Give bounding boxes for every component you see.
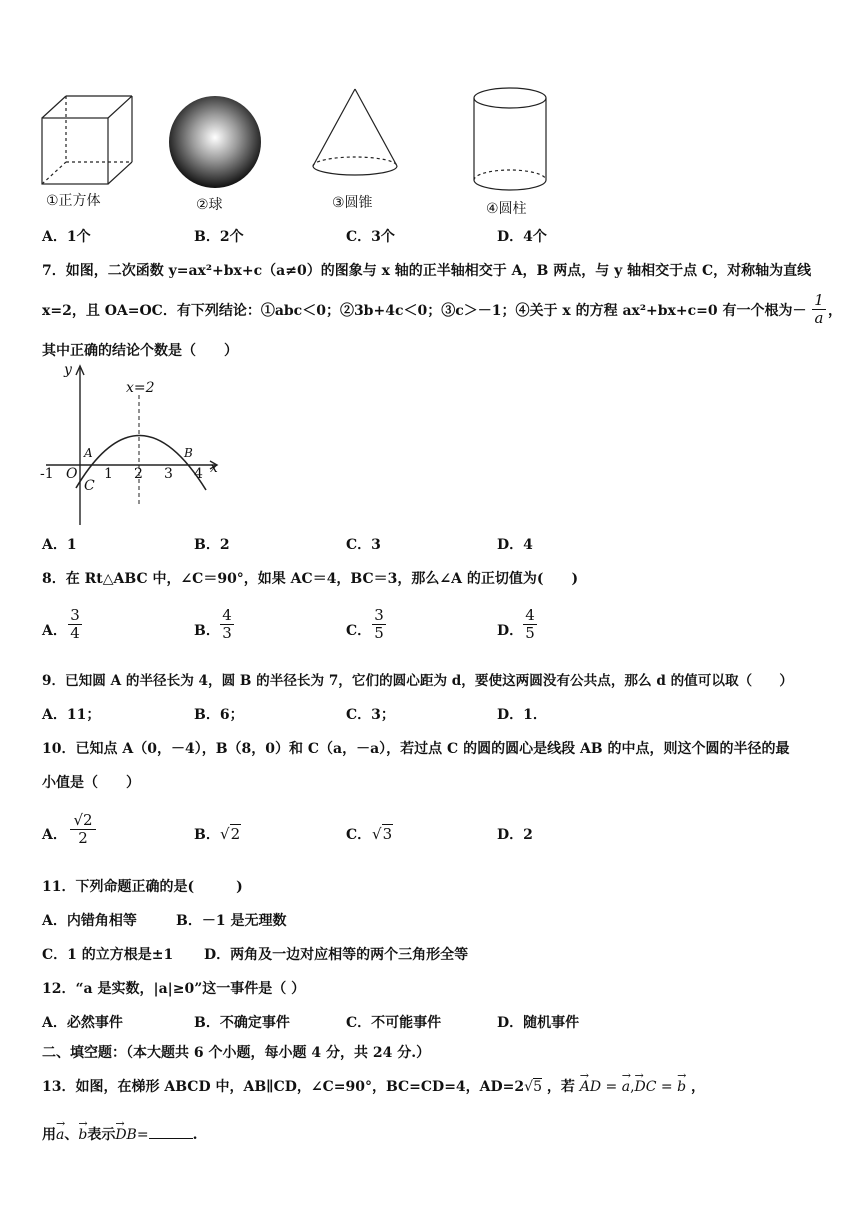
q7-option-b: B．2: [194, 537, 230, 553]
q8-option-a-label: A．: [42, 623, 67, 639]
q8-c-num: 3: [374, 606, 384, 624]
q7-tick-4: 4: [194, 466, 203, 482]
q10-c-radicand: 3: [382, 825, 393, 843]
q13-line2-vec-b: → b: [78, 1127, 87, 1143]
q9-option-a: A．11；: [42, 707, 101, 723]
q7-fraction: [812, 292, 826, 327]
sphere-figure: [166, 93, 264, 191]
q8-option-b-label: B．: [194, 623, 220, 639]
q13-line2-vec-db: → DB: [115, 1127, 137, 1143]
q13-vector-ad: → AD: [580, 1079, 601, 1095]
q10-a-num: √2: [73, 811, 93, 829]
q13-vector-a: → a: [622, 1079, 630, 1095]
q8-option-c-label: C．: [346, 623, 372, 639]
q7-x-label: x: [210, 460, 218, 476]
cube-caption: ①正方体: [46, 193, 101, 209]
q13-vector-dc: → DC: [635, 1079, 657, 1095]
q13-line2-sep: 、: [64, 1127, 79, 1143]
q13-line1-start: 13．如图，在梯形 ABCD 中，AB∥CD，∠C=90°，BC=CD=4，AD=2: [42, 1079, 525, 1095]
q7-point-a: A: [84, 446, 93, 460]
sphere-caption: ②球: [196, 197, 223, 213]
q10-line1: 10．已知点 A（0，－4），B（8，0）和 C（a，－a），若过点 C 的圆的圆心是线段 AB 的中点，则这个圆的半径的最: [42, 741, 790, 757]
q11-option-a: A．内错角相等: [42, 913, 137, 929]
q8-option-c-frac: [372, 607, 386, 642]
q7-point-c: C: [84, 478, 95, 494]
q10-a-den: 2: [78, 829, 88, 847]
q13-vector-b: → b: [677, 1079, 686, 1095]
q11-stem: 11．下列命题正确的是( ): [42, 879, 243, 895]
q8-stem: 8．在 Rt△ABC 中，∠C＝90°，如果 AC＝4，BC＝3，那么∠A 的正切值为( ): [42, 571, 579, 587]
q7-point-b: B: [184, 446, 193, 460]
q7-tick-1: 1: [104, 466, 113, 482]
q12-option-a: A．必然事件: [42, 1015, 123, 1031]
q6-option-a: A．1个: [42, 229, 91, 245]
q11-option-c: C．1 的立方根是±1: [42, 947, 174, 963]
q7-option-a: A．1: [42, 537, 77, 553]
q9-stem: 9．已知圆 A 的半径长为 4，圆 B 的半径长为 7，它们的圆心距为 d，要使这两圆没有公共点，那么 d 的值可以取（ ）: [42, 673, 793, 689]
q10-line2: 小值是（ ）: [42, 775, 140, 791]
q13-radicand: 5: [533, 1079, 542, 1095]
q13-line2-start: 用: [42, 1127, 56, 1143]
cylinder-figure: [470, 86, 550, 196]
q13-sqrt: √5: [524, 1079, 542, 1095]
q7-origin: O: [66, 466, 78, 482]
q7-tick-3: 3: [164, 466, 173, 482]
section-fill-in-title: 二、填空题：（本大题共 6 个小题，每小题 4 分，共 24 分.）: [42, 1045, 431, 1061]
q10-option-c-label: C．: [346, 827, 372, 843]
cone-figure: [308, 86, 402, 186]
q13-line2: [42, 1124, 197, 1144]
q10-option-b-label: B．: [194, 827, 220, 843]
q10-option-d: D．2: [497, 827, 533, 843]
q8-option-d-frac: [523, 607, 537, 642]
q13-line2-mid: 表示: [87, 1127, 116, 1143]
q7-line2: x=2，且 OA=OC．有下列结论：①abc＜0；②3b+4c＜0；③c＞－1；④关于 x 的方程 ax²+bx+c=0 有一个根为－: [42, 303, 807, 319]
q7-y-label: y: [64, 362, 72, 378]
q10-option-a-label: A．: [42, 827, 67, 843]
q8-d-num: 4: [525, 606, 535, 624]
q12-option-b: B．不确定事件: [194, 1015, 290, 1031]
q8-d-den: 5: [525, 624, 535, 642]
q7-line2-end: ，: [828, 303, 842, 319]
q8-a-num: 3: [70, 606, 80, 624]
q8-option-b-frac: [220, 607, 234, 642]
q12-option-d: D．随机事件: [497, 1015, 580, 1031]
q10-b-radicand: 2: [230, 825, 241, 843]
q10-a-radicand: 2: [83, 811, 93, 829]
q7-tick-neg1: -1: [40, 466, 54, 482]
q9-option-b: B．6；: [194, 707, 244, 723]
q13-comma: ,: [630, 1079, 635, 1095]
q11-option-b: B．－1 是无理数: [176, 913, 287, 929]
q6-option-b: B．2个: [194, 229, 244, 245]
q13-line2-eq: =: [136, 1127, 149, 1143]
q13-eq1: =: [601, 1079, 622, 1095]
q10-option-a-frac: [70, 812, 96, 847]
q12-option-c: C．不可能事件: [346, 1015, 442, 1031]
q6-option-c: C．3个: [346, 229, 395, 245]
q10-option-b-sqrt: √2: [220, 825, 241, 843]
q11-option-d: D．两角及一边对应相等的两个三角形全等: [204, 947, 469, 963]
q13-line1-end: ，: [690, 1079, 705, 1095]
q9-option-c: C．3；: [346, 707, 395, 723]
cone-caption: ③圆锥: [332, 195, 373, 211]
q12-stem: 12．“a 是实数，|a|≥0”这一事件是（ ）: [42, 981, 306, 997]
q8-c-den: 5: [374, 624, 384, 642]
q13-ruo: ，若: [546, 1079, 575, 1095]
q13-answer-blank[interactable]: [149, 1124, 193, 1139]
q7-symmetry-label: x=2: [126, 380, 155, 396]
cube-figure: [38, 92, 138, 192]
q10-option-c-sqrt: √3: [372, 825, 393, 843]
q7-option-c: C．3: [346, 537, 381, 553]
q7-tick-2: 2: [134, 466, 143, 482]
q8-a-den: 4: [70, 624, 80, 642]
q7-line3: 其中正确的结论个数是（ ）: [42, 343, 238, 359]
q8-option-d-label: D．: [497, 623, 524, 639]
q7-frac-den: a: [814, 309, 824, 327]
q9-option-d: D．1．: [497, 707, 547, 723]
q13-eq2: =: [656, 1079, 678, 1095]
q7-line1: 7．如图，二次函数 y=ax²+bx+c（a≠0）的图象与 x 轴的正半轴相交于 A，B 两点，与 y 轴相交于点 C，对称轴为直线: [42, 263, 812, 279]
q13-line2-end: .: [192, 1127, 198, 1143]
q7-option-d: D．4: [497, 537, 533, 553]
q8-b-num: 4: [222, 606, 232, 624]
cylinder-caption: ④圆柱: [486, 201, 527, 217]
q13-line1: [42, 1078, 705, 1096]
q7-frac-num: 1: [814, 291, 824, 309]
q8-b-den: 3: [222, 624, 232, 642]
q8-option-a-frac: [68, 607, 82, 642]
q13-line2-vec-a: → a: [56, 1127, 64, 1143]
q6-option-d: D．4个: [497, 229, 547, 245]
